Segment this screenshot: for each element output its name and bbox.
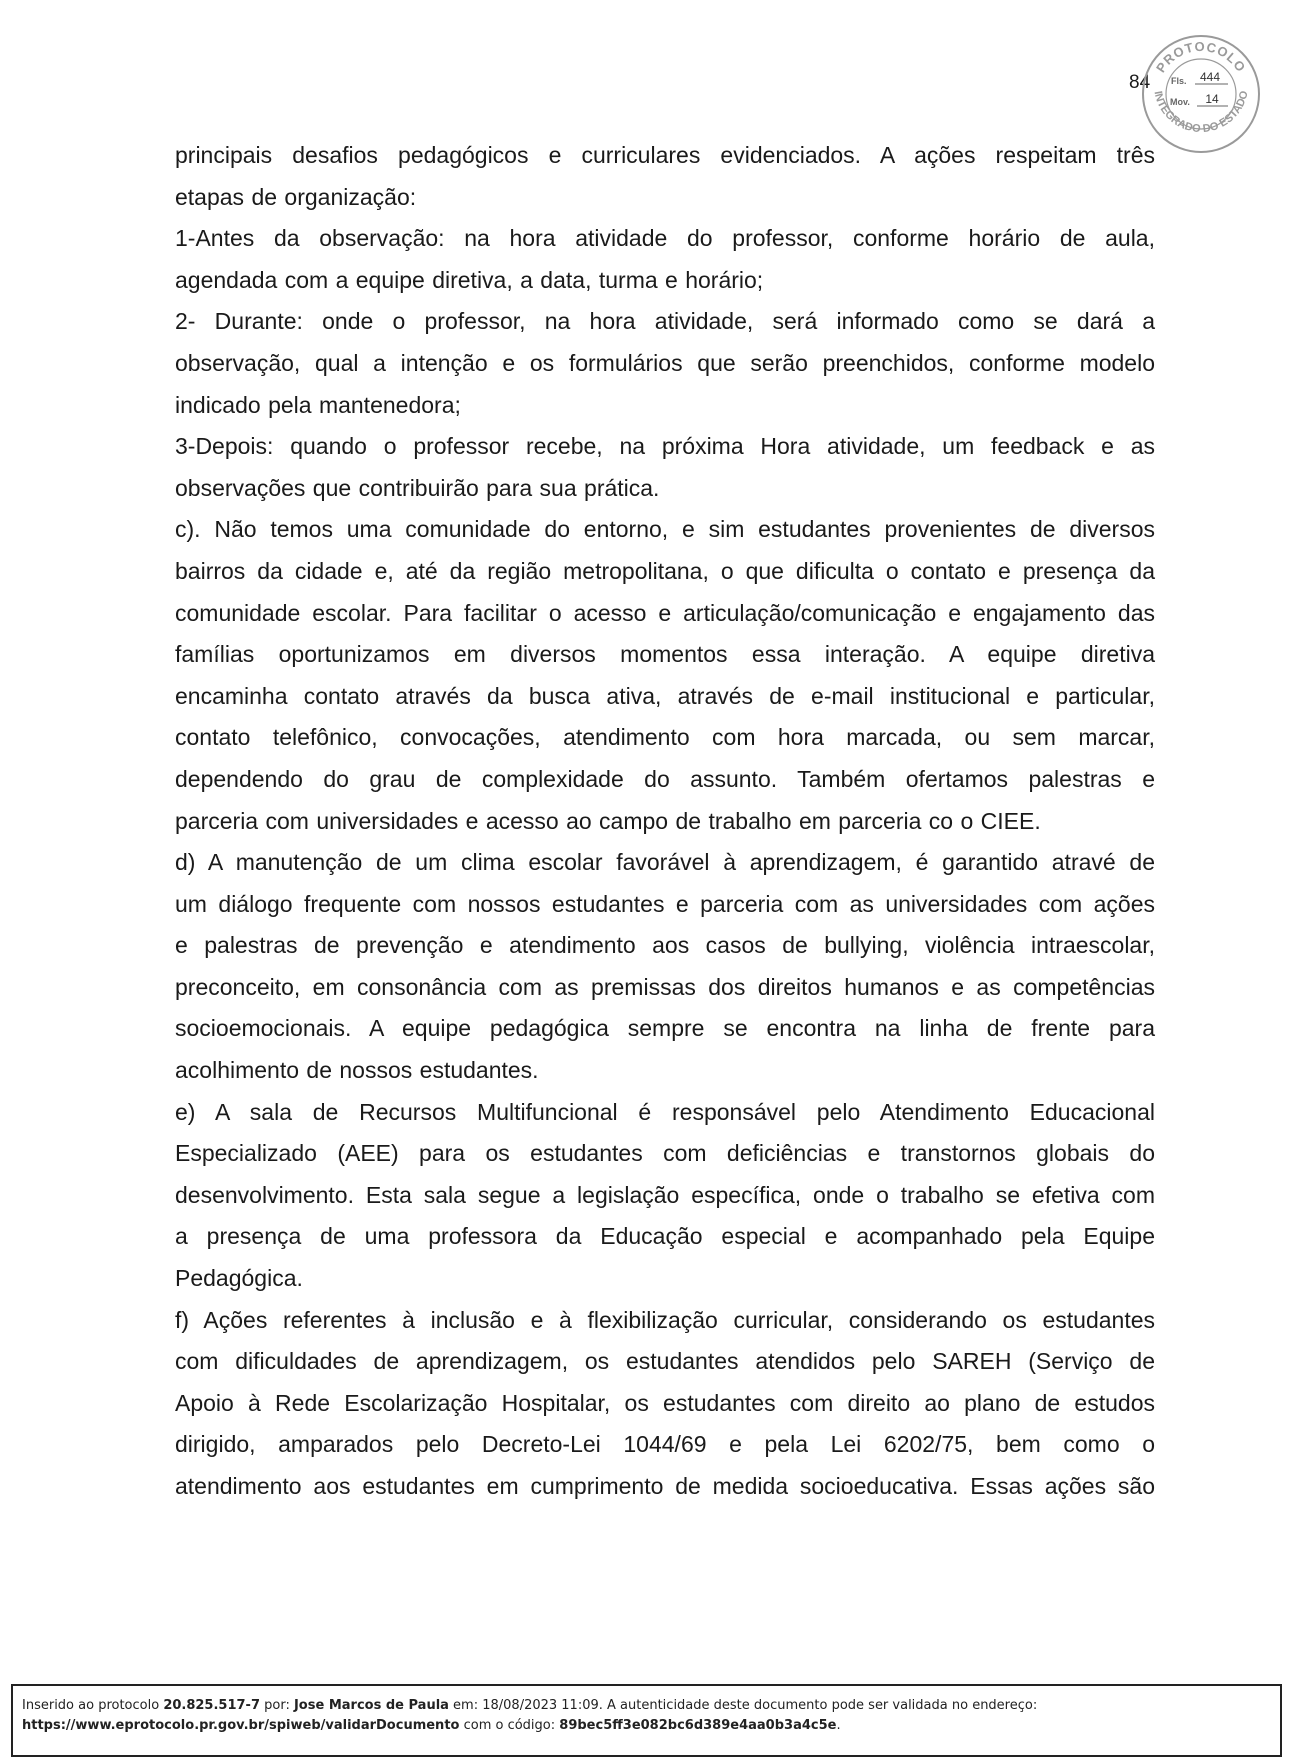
- authenticity-footer: [11, 1684, 1282, 1757]
- paragraph-line: encaminha contato através da busca ativa, através de e-mail institucional e particular,: [175, 682, 1155, 709]
- paragraph-line: c). Não temos uma comunidade do entorno, e sim estudantes provenientes de diversos: [175, 516, 1155, 543]
- paragraph-line: comunidade escolar. Para facilitar o acesso e articulação/comunicação e engajamento das: [175, 599, 1155, 626]
- paragraph-line: desenvolvimento. Esta sala segue a legislação específica, onde o trabalho se efetiva com: [175, 1181, 1155, 1208]
- paragraph-line: 1-Antes da observação: na hora atividade do professor, conforme horário de aula,: [175, 225, 1155, 252]
- paragraph-line: dependendo do grau de complexidade do assunto. Também ofertamos palestras e: [175, 765, 1155, 792]
- footer-line-1: [22, 1696, 1271, 1716]
- stamp-fls-value: 444: [1199, 70, 1221, 84]
- stamp-arc-bottom: INTEGRADO DO ESTADO: [1151, 89, 1251, 136]
- paragraph-line: d) A manutenção de um clima escolar favorável à aprendizagem, é garantido atravé de: [175, 849, 1155, 876]
- stamp-fls-label: Fls.: [1171, 76, 1187, 86]
- paragraph-line: famílias oportunizamos em diversos momentos essa interação. A equipe diretiva: [175, 641, 1155, 668]
- paragraph-line: agendada com a equipe diretiva, a data, turma e horário;: [175, 266, 764, 293]
- paragraph-line: contato telefônico, convocações, atendimento com hora marcada, ou sem marcar,: [175, 724, 1155, 751]
- paragraph-line: observação, qual a intenção e os formulários que serão preenchidos, conforme modelo: [175, 349, 1155, 376]
- paragraph-line: Especializado (AEE) para os estudantes com deficiências e transtornos globais do: [175, 1140, 1155, 1167]
- paragraph-line: acolhimento de nossos estudantes.: [175, 1057, 539, 1084]
- paragraph-line: socioemocionais. A equipe pedagógica sempre se encontra na linha de frente para: [175, 1015, 1155, 1042]
- paragraph-line: bairros da cidade e, até da região metropolitana, o que dificulta o contato e presença da: [175, 557, 1155, 584]
- paragraph-line: principais desafios pedagógicos e curriculares evidenciados. A ações respeitam três: [175, 142, 1155, 168]
- paragraph-line: 3-Depois: quando o professor recebe, na próxima Hora atividade, um feedback e as: [175, 433, 1155, 460]
- footer-by: por:: [260, 1698, 294, 1713]
- page-number: 84: [1129, 72, 1151, 93]
- stamp-mov-value: 14: [1205, 92, 1219, 106]
- paragraph-line: com dificuldades de aprendizagem, os estudantes atendidos pelo SAREH (Serviço de: [175, 1348, 1155, 1375]
- paragraph-line: e) A sala de Recursos Multifuncional é responsável pelo Atendimento Educacional: [175, 1098, 1155, 1125]
- paragraph-line: atendimento aos estudantes em cumprimento de medida socioeducativa. Essas ações são: [175, 1473, 1155, 1499]
- paragraph-line: preconceito, em consonância com as premissas dos direitos humanos e as competências: [175, 973, 1155, 1000]
- paragraph-line: e palestras de prevenção e atendimento aos casos de bullying, violência intraescolar,: [175, 932, 1155, 959]
- footer-validation-url[interactable]: https://www.eprotocolo.pr.gov.br/spiweb/validarDocumento: [22, 1718, 460, 1733]
- paragraph-line: dirigido, amparados pelo Decreto-Lei 1044/69 e pela Lei 6202/75, bem como o: [175, 1431, 1155, 1458]
- paragraph-line: Apoio à Rede Escolarização Hospitalar, os estudantes com direito ao plano de estudos: [175, 1389, 1155, 1416]
- footer-validation-code: 89bec5ff3e082bc6d389e4aa0b3a4c5e: [559, 1718, 837, 1733]
- footer-prefix: Inserido ao protocolo: [22, 1698, 164, 1713]
- paragraph-line: Pedagógica.: [175, 1265, 303, 1292]
- stamp-arc-top: PROTOCOLO: [1152, 38, 1249, 76]
- footer-line-2: [22, 1716, 1271, 1736]
- paragraph-line: a presença de uma professora da Educação especial e acompanhado pela Equipe: [175, 1223, 1155, 1250]
- footer-date-text: em: 18/08/2023 11:09. A autenticidade deste documento pode ser validada no endereço:: [448, 1698, 1038, 1713]
- paragraph-line: 2- Durante: onde o professor, na hora atividade, será informado como se dará a: [175, 308, 1155, 335]
- footer-author: Jose Marcos de Paula: [293, 1698, 449, 1713]
- footer-code-suffix: .: [836, 1718, 841, 1733]
- paragraph-line: observações que contribuirão para sua prática.: [175, 474, 660, 501]
- footer-protocol-number: 20.825.517-7: [163, 1698, 260, 1713]
- protocol-stamp: [1140, 33, 1262, 155]
- paragraph-line: um diálogo frequente com nossos estudantes e parceria com as universidades com ações: [175, 890, 1155, 917]
- footer-code-prefix: com o código:: [459, 1718, 560, 1733]
- paragraph-line: f) Ações referentes à inclusão e à flexibilização curricular, considerando os estudantes: [175, 1306, 1155, 1333]
- paragraph-line: indicado pela mantenedora;: [175, 391, 461, 418]
- paragraph-line: etapas de organização:: [175, 183, 417, 210]
- document-body: [175, 135, 1155, 1508]
- stamp-mov-label: Mov.: [1170, 97, 1190, 107]
- paragraph-line: parceria com universidades e acesso ao campo de trabalho em parceria co o CIEE.: [175, 807, 1041, 834]
